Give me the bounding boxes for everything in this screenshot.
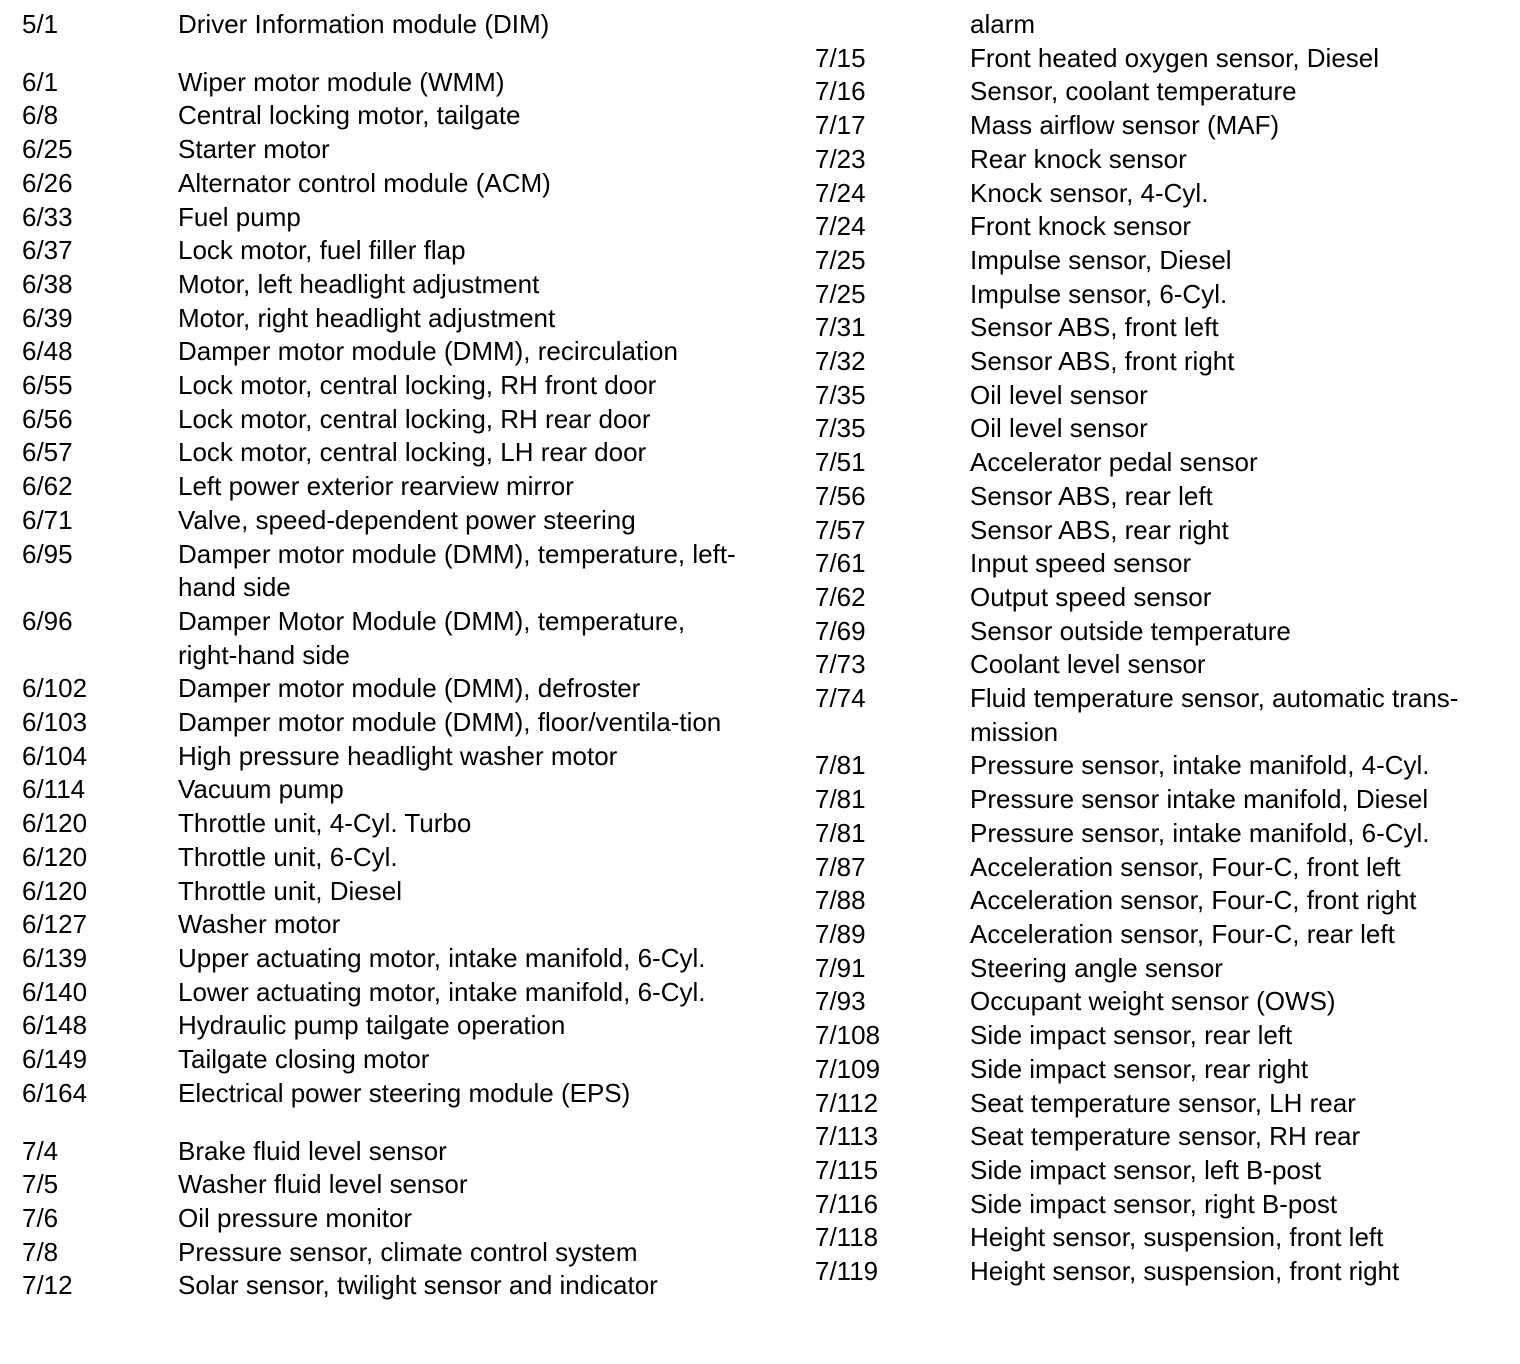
component-code: 7/15 [815,42,866,73]
component-row [815,581,1505,615]
component-code: 7/62 [815,581,866,612]
component-code: 6/25 [22,134,73,165]
component-code: 6/114 [22,774,86,805]
component-code: 6/55 [22,370,73,401]
component-row [22,369,782,403]
component-code: 6/1 [22,66,59,97]
component-code: 7/17 [815,110,866,141]
component-group-7-continued [815,42,1505,1289]
component-code: 7/51 [815,447,866,478]
component-description: Damper Motor Module (DMM), temperature, right-hand side [178,605,686,670]
component-row [22,706,782,740]
component-row [22,1009,782,1043]
component-description: Acceleration sensor, Four-C, front left [970,851,1401,882]
component-row [815,918,1505,952]
component-description: Lock motor, fuel filler flap [178,235,466,266]
component-row [815,42,1505,76]
component-code: 7/119 [815,1256,879,1287]
component-code: 6/33 [22,201,73,232]
component-row [22,1168,782,1202]
component-row [815,952,1505,986]
component-code: 7/118 [815,1222,879,1253]
component-description: Acceleration sensor, Four-C, rear left [970,918,1395,949]
component-code: 7/31 [815,312,866,343]
component-row [815,851,1505,885]
component-row [815,783,1505,817]
component-description: Pressure sensor, intake manifold, 6-Cyl. [970,817,1430,848]
component-description: Left power exterior rearview mirror [178,471,574,502]
component-row [815,749,1505,783]
component-code: 7/56 [815,480,866,511]
component-row [815,1188,1505,1222]
component-description: Fuel pump [178,201,301,232]
component-row [22,976,782,1010]
component-description: Sensor outside temperature [970,615,1291,646]
component-row [22,470,782,504]
component-row [815,412,1505,446]
component-code: 7/74 [815,683,866,714]
component-code: 6/95 [22,538,73,569]
component-row [22,1043,782,1077]
component-code: 6/103 [22,707,88,738]
component-row [815,1053,1505,1087]
component-description: Lock motor, central locking, RH rear door [178,403,651,434]
component-row [815,345,1505,379]
component-row [22,436,782,470]
component-description: Throttle unit, Diesel [178,875,402,906]
component-row [22,1236,782,1270]
component-row [815,446,1505,480]
component-row [815,480,1505,514]
component-row [815,210,1505,244]
component-description: Height sensor, suspension, front left [970,1222,1384,1253]
component-row [22,1077,782,1111]
component-description: Oil level sensor [970,379,1148,410]
component-row [22,66,782,100]
component-description: Alternator control module (ACM) [178,167,551,198]
component-row [22,1202,782,1236]
component-description: Front knock sensor [970,211,1192,242]
component-code: 6/57 [22,437,73,468]
component-description: Side impact sensor, right B-post [970,1188,1338,1219]
continuation-row [815,8,1505,42]
component-description: Tailgate closing motor [178,1044,430,1075]
component-code: 6/39 [22,302,73,333]
component-code: 6/38 [22,268,73,299]
component-row [815,547,1505,581]
continuation-text: alarm [970,9,1036,39]
component-row [815,615,1505,649]
group-spacer [22,1111,782,1135]
component-description: Lock motor, central locking, RH front door [178,370,657,401]
component-code [815,8,970,42]
component-description: Damper motor module (DMM), floor/ventila-tion [178,707,722,738]
component-code: 6/37 [22,235,73,266]
component-description: Electrical power steering module (EPS) [178,1077,631,1108]
component-row [22,942,782,976]
component-description: Damper motor module (DMM), recirculation [178,336,678,367]
component-row [815,514,1505,548]
component-code: 7/73 [815,649,866,680]
component-row [815,1221,1505,1255]
component-code: 7/35 [815,413,866,444]
component-description: Side impact sensor, rear right [970,1053,1309,1084]
component-row [815,143,1505,177]
component-code: 7/116 [815,1188,879,1219]
component-description: Fluid temperature sensor, automatic trans-mission [970,683,1459,747]
component-code: 7/91 [815,952,866,983]
component-code: 7/16 [815,76,866,107]
component-description: Pressure sensor, intake manifold, 4-Cyl. [970,750,1430,781]
component-code: 6/8 [22,100,59,131]
component-description: Vacuum pump [178,774,344,805]
component-code: 7/88 [815,885,866,916]
component-code: 7/24 [815,177,866,208]
component-description: Damper motor module (DMM), temperature, left-hand side [178,538,736,603]
component-row [815,884,1505,918]
component-description: Mass airflow sensor (MAF) [970,110,1280,141]
component-row [22,403,782,437]
component-description: Input speed sensor [970,548,1192,579]
component-row [22,538,782,605]
component-description: Sensor, coolant temperature [970,76,1297,107]
component-description: Pressure sensor, climate control system [178,1236,638,1267]
component-code: 7/87 [815,851,866,882]
component-row [22,605,782,672]
component-description: Driver Information module (DIM) [178,9,550,39]
component-row [815,1120,1505,1154]
component-description: Front heated oxygen sensor, Diesel [970,42,1380,73]
component-description: Sensor ABS, front right [970,346,1235,377]
component-row [22,99,782,133]
component-code: 6/120 [22,808,88,839]
component-description: Motor, left headlight adjustment [178,268,540,299]
component-row [22,1269,782,1303]
component-description: Damper motor module (DMM), defroster [178,673,641,704]
component-row [22,807,782,841]
component-row [22,8,782,42]
component-description: Brake fluid level sensor [178,1135,447,1166]
component-row [815,177,1505,211]
component-description: Oil level sensor [970,413,1148,444]
component-description: Oil pressure monitor [178,1202,413,1233]
component-code: 7/25 [815,278,866,309]
component-code: 6/104 [22,740,88,771]
component-code: 7/93 [815,986,866,1017]
component-description: Impulse sensor, Diesel [970,244,1232,275]
component-code: 6/102 [22,673,88,704]
component-description: Lower actuating motor, intake manifold, 6-Cyl. [178,976,706,1007]
component-description: Accelerator pedal sensor [970,447,1258,478]
component-row [22,1135,782,1169]
component-row [22,133,782,167]
component-row [22,908,782,942]
component-code: 6/56 [22,403,73,434]
component-code: 6/62 [22,471,73,502]
component-row [815,278,1505,312]
component-code: 7/5 [22,1169,59,1200]
component-row [22,302,782,336]
component-code: 7/12 [22,1270,73,1301]
component-group-7 [22,1135,782,1304]
component-code: 7/35 [815,379,866,410]
component-code: 6/120 [22,875,88,906]
component-code: 6/140 [22,976,88,1007]
component-code: 7/115 [815,1154,879,1185]
component-description: Wiper motor module (WMM) [178,66,505,97]
component-row [815,75,1505,109]
component-description: Lock motor, central locking, LH rear door [178,437,647,468]
component-description: Occupant weight sensor (OWS) [970,986,1336,1017]
group-spacer [22,42,782,66]
component-code: 6/127 [22,909,88,940]
component-group-6 [22,66,782,1111]
component-description: Upper actuating motor, intake manifold, 6-Cyl. [178,942,706,973]
component-description: Washer fluid level sensor [178,1169,468,1200]
component-row [22,773,782,807]
component-description: Output speed sensor [970,581,1212,612]
component-row [22,167,782,201]
component-description: Hydraulic pump tailgate operation [178,1010,566,1041]
component-description: Valve, speed-dependent power steering [178,504,636,535]
component-code: 7/89 [815,918,866,949]
component-code: 6/48 [22,336,73,367]
component-code: 6/149 [22,1044,88,1075]
component-description: Pressure sensor intake manifold, Diesel [970,784,1429,815]
component-code: 7/57 [815,514,866,545]
component-list-left-column [22,8,782,1303]
component-description: Height sensor, suspension, front right [970,1256,1400,1287]
component-row [815,244,1505,278]
component-description: Knock sensor, 4-Cyl. [970,177,1209,208]
component-description: Coolant level sensor [970,649,1206,680]
component-code: 6/139 [22,942,88,973]
component-description: Sensor ABS, rear left [970,480,1213,511]
component-code: 7/81 [815,784,866,815]
component-code: 6/164 [22,1077,88,1108]
component-code: 6/71 [22,504,73,535]
component-description: Steering angle sensor [970,952,1223,983]
component-description: Starter motor [178,134,330,165]
component-row [815,817,1505,851]
component-description: Motor, right headlight adjustment [178,302,556,333]
component-description: Sensor ABS, rear right [970,514,1229,545]
component-row [22,841,782,875]
component-row [22,268,782,302]
component-description: Sensor ABS, front left [970,312,1219,343]
component-list-right-column [815,8,1505,1289]
component-code: 6/120 [22,841,88,872]
component-code: 7/81 [815,750,866,781]
component-row [815,1087,1505,1121]
component-description: Solar sensor, twilight sensor and indicator [178,1270,658,1301]
component-row [815,682,1505,749]
component-description: Throttle unit, 6-Cyl. [178,841,398,872]
component-row [22,335,782,369]
component-description: Side impact sensor, rear left [970,1020,1293,1051]
component-description: High pressure headlight washer motor [178,740,618,771]
component-code: 7/69 [815,615,866,646]
component-row [815,109,1505,143]
component-description: Central locking motor, tailgate [178,100,521,131]
component-row [815,1255,1505,1289]
component-description: Side impact sensor, left B-post [970,1154,1322,1185]
component-code: 7/6 [22,1202,59,1233]
component-row [22,740,782,774]
component-description: Acceleration sensor, Four-C, front right [970,885,1417,916]
component-description: Impulse sensor, 6-Cyl. [970,278,1228,309]
component-row [815,379,1505,413]
component-row [22,201,782,235]
component-code: 7/23 [815,143,866,174]
component-description: Throttle unit, 4-Cyl. Turbo [178,808,472,839]
component-row [815,648,1505,682]
component-description: Seat temperature sensor, RH rear [970,1121,1361,1152]
component-code: 7/81 [815,817,866,848]
component-row [22,504,782,538]
component-code: 5/1 [22,9,59,39]
component-code: 7/112 [815,1087,879,1118]
component-description: Washer motor [178,909,341,940]
component-code: 6/26 [22,167,73,198]
component-description: Seat temperature sensor, LH rear [970,1087,1356,1118]
component-code: 7/108 [815,1020,881,1051]
component-row [22,234,782,268]
component-code: 7/113 [815,1121,879,1152]
component-row [815,1019,1505,1053]
component-group-5 [22,8,782,42]
component-row [815,1154,1505,1188]
component-code: 7/109 [815,1053,881,1084]
component-code: 6/148 [22,1010,88,1041]
component-row [22,672,782,706]
component-code: 6/96 [22,605,73,636]
component-code: 7/8 [22,1236,59,1267]
component-code: 7/24 [815,211,866,242]
component-description: Rear knock sensor [970,143,1187,174]
component-code: 7/25 [815,244,866,275]
component-code: 7/32 [815,346,866,377]
component-code: 7/61 [815,548,866,579]
component-row [815,985,1505,1019]
component-row [815,311,1505,345]
component-code: 7/4 [22,1135,59,1166]
component-row [22,875,782,909]
